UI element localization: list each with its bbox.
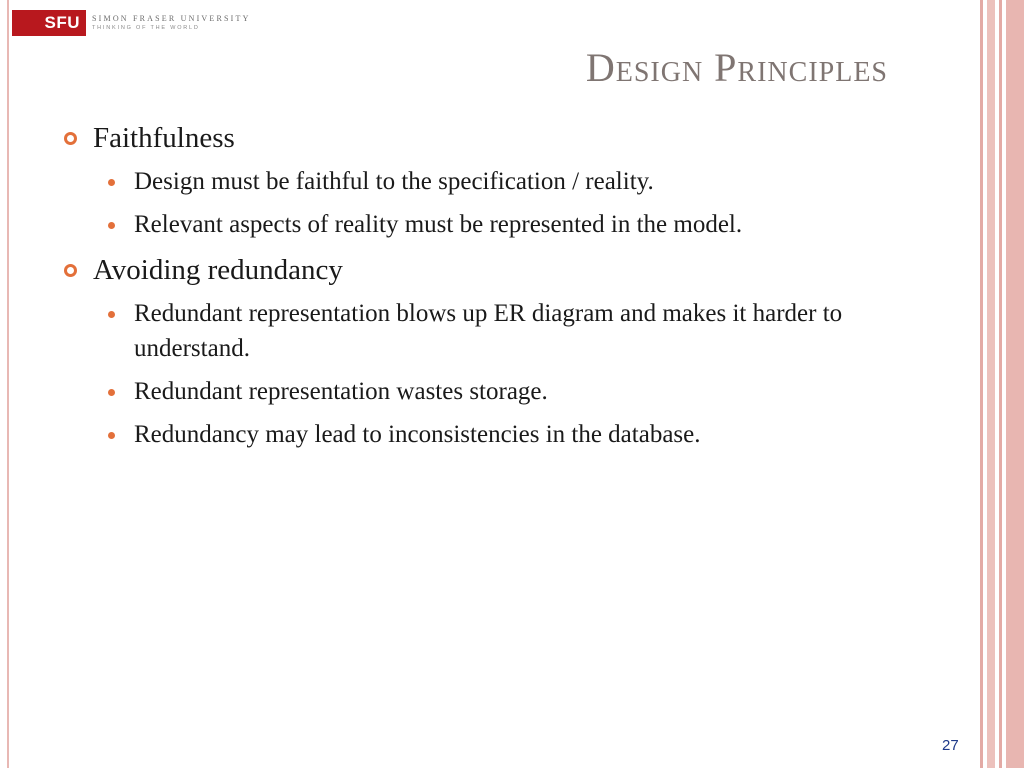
sub-bullet (64, 417, 904, 452)
left-border-rule (7, 0, 9, 768)
bullet-group (64, 118, 904, 242)
right-stripe (1006, 0, 1024, 768)
logo-badge: SFU (12, 10, 86, 36)
slide-title: Design Principles (585, 45, 888, 90)
sub-bullet (64, 374, 904, 409)
top-level-bullet (64, 118, 904, 158)
sub-bullet-text: Design must be faithful to the specification / reality. (134, 168, 654, 195)
sub-bullet (64, 296, 904, 366)
dot-bullet-icon (108, 311, 115, 318)
right-stripe (980, 0, 983, 768)
university-logo (12, 10, 251, 36)
logo-university-name: SIMON FRASER UNIVERSITY (92, 14, 251, 23)
bullet-heading: Faithfulness (93, 122, 235, 154)
sub-bullet-text: Redundancy may lead to inconsistencies in the database. (134, 421, 701, 448)
sub-bullet-list (64, 296, 904, 452)
logo-text (92, 14, 251, 32)
right-stripe (999, 0, 1002, 768)
sub-bullet-text: Redundant representation wastes storage. (134, 378, 548, 405)
page-number: 27 (942, 737, 959, 754)
bullet-heading: Avoiding redundancy (93, 254, 343, 286)
dot-bullet-icon (108, 432, 115, 439)
dot-bullet-icon (108, 222, 115, 229)
sub-bullet-text: Redundant representation blows up ER diagram and makes it harder to understand. (134, 300, 843, 362)
sub-bullet-list (64, 164, 904, 242)
bullet-group (64, 250, 904, 452)
top-level-bullet (64, 250, 904, 290)
logo-tagline: THINKING OF THE WORLD (92, 25, 200, 31)
right-stripe (987, 0, 995, 768)
sub-bullet-text: Relevant aspects of reality must be represented in the model. (134, 211, 743, 238)
sub-bullet (64, 207, 904, 242)
ring-bullet-icon (64, 132, 77, 145)
ring-bullet-icon (64, 264, 77, 277)
slide-content (64, 118, 904, 460)
dot-bullet-icon (108, 389, 115, 396)
dot-bullet-icon (108, 179, 115, 186)
sub-bullet (64, 164, 904, 199)
